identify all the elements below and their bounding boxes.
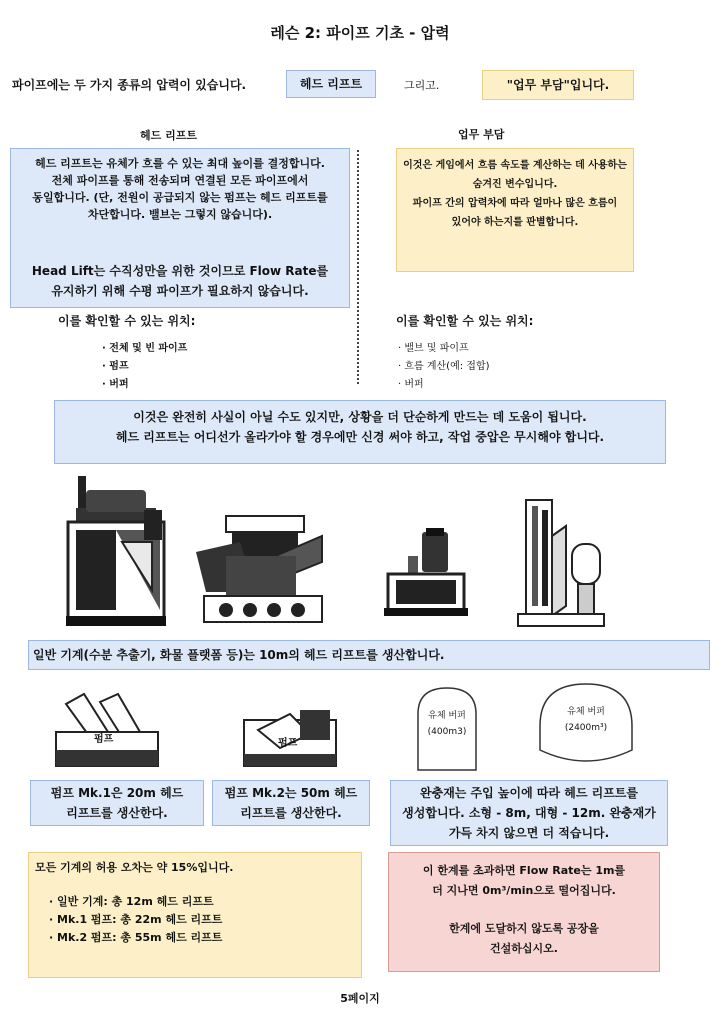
list-item: · 흐름 계산(예: 접합): [398, 361, 490, 372]
workload-term: "업무 부담"입니다.: [482, 70, 634, 100]
machines-caption: 일반 기계(수분 추출기, 화물 플랫폼 등)는 10m의 헤드 리프트를 생산합니다.: [33, 648, 445, 662]
head-lift-heading: 헤드 리프트: [140, 129, 197, 142]
head-lift-line-5: Head Lift는 수직성만을 위한 것이므로 Flow Rate를: [31, 264, 329, 278]
tolerance-heading: 모든 기계의 허용 오차는 약 15%입니다.: [35, 861, 234, 874]
buffer-line-2: 생성합니다. 소형 - 8m, 대형 - 12m. 완충재가: [402, 806, 656, 820]
small-buffer-text: [414, 708, 480, 740]
note-line-1: 이것은 완전히 사실이 아닐 수도 있지만, 상황을 더 단순하게 만드는 데 도움이 됩니다.: [133, 410, 587, 424]
refinery-icon: [512, 496, 608, 630]
head-lift-box: [10, 148, 350, 308]
pump-label-2: 펌프: [278, 738, 298, 749]
list-item: · 밸브 및 파이프: [398, 343, 469, 354]
head-lift-where-list: [102, 340, 187, 394]
list-item: · 버퍼: [102, 379, 129, 390]
warning-line-3: 한계에 도달하지 않도록 공장을: [449, 922, 599, 935]
large-buffer-capacity: (2400m³): [564, 723, 608, 733]
head-lift-line-2: 전체 파이프를 통해 전송되며 연결된 모든 파이프에서: [51, 174, 309, 187]
pump-mk2-line-2: 리프트를 생산한다.: [240, 806, 342, 820]
head-lift-line-4: 차단합니다. 밸브는 그렇지 않습니다).: [87, 208, 273, 221]
small-buffer-label: 유체 버퍼: [428, 711, 466, 721]
list-item: · Mk.2 펌프: 총 55m 헤드 리프트: [49, 931, 223, 944]
buffer-line-3: 가득 차지 않으면 더 적습니다.: [448, 826, 610, 840]
large-buffer-text: [536, 704, 636, 736]
workload-line-4: 있어야 하는지를 판별합니다.: [451, 217, 579, 228]
buffer-caption-box: [390, 780, 668, 846]
head-lift-where-label: 이를 확인할 수 있는 위치:: [58, 314, 196, 328]
and-text: 그리고.: [404, 79, 440, 92]
workload-box: [396, 148, 634, 272]
cargo-platform-icon: [196, 512, 326, 628]
page-number: 5페이지: [340, 992, 380, 1005]
note-box: [54, 400, 666, 464]
head-lift-line-1: 헤드 리프트는 유체가 흐를 수 있는 최대 높이를 결정합니다.: [35, 157, 325, 170]
pump-mk1-caption-box: [30, 780, 204, 826]
head-lift-line-6: 유지하기 위해 수평 파이프가 필요하지 않습니다.: [51, 284, 309, 298]
workload-line-1: 이것은 게임에서 흐름 속도를 계산하는 데 사용하는: [403, 160, 627, 171]
warning-box: [388, 852, 660, 972]
pump-label-1: 펌프: [94, 734, 114, 745]
water-extractor-icon: [62, 470, 172, 630]
pump-mk2-line-1: 펌프 Mk.2는 50m 헤드: [224, 786, 358, 800]
page-title: 레슨 2: 파이프 기초 - 압력: [270, 24, 450, 42]
warning-line-2: 더 지나면 0m³/min으로 떨어집니다.: [432, 884, 616, 897]
warning-line-1: 이 한계를 초과하면 Flow Rate는 1m를: [422, 864, 626, 877]
note-line-2: 헤드 리프트는 어디선가 올라가야 할 경우에만 신경 써야 하고, 작업 중압은 무시해야 합니다.: [115, 430, 605, 444]
pump-mk1-line-2: 리프트를 생산한다.: [66, 806, 168, 820]
column-divider: [357, 150, 359, 384]
workload-line-2: 숨겨진 변수입니다.: [472, 179, 558, 190]
machines-caption-box: [28, 640, 710, 670]
machine-icon: [382, 526, 470, 618]
small-buffer-capacity: (400m3): [427, 727, 467, 737]
pump-mk2-caption-box: [212, 780, 370, 826]
list-item: · Mk.1 펌프: 총 22m 헤드 리프트: [49, 913, 223, 926]
warning-line-4: 건설하십시오.: [490, 942, 558, 955]
workload-line-3: 파이프 간의 압력차에 따라 얼마나 많은 흐름이: [412, 198, 618, 209]
list-item: · 전체 및 빈 파이프: [102, 343, 188, 354]
workload-where-label: 이를 확인할 수 있는 위치:: [396, 314, 534, 328]
tolerance-box: [28, 852, 362, 978]
head-lift-term: 헤드 리프트: [286, 70, 376, 98]
list-item: · 일반 기계: 총 12m 헤드 리프트: [49, 895, 214, 908]
list-item: · 펌프: [102, 361, 129, 372]
buffer-line-1: 완충재는 주입 높이에 따라 헤드 리프트를: [420, 786, 638, 800]
large-buffer-label: 유체 버퍼: [567, 707, 605, 717]
list-item: · 버퍼: [398, 379, 424, 390]
workload-heading: 업무 부담: [458, 128, 505, 141]
head-lift-line-3: 동일합니다. (단, 전원이 공급되지 않는 펌프는 헤드 리프트를: [32, 191, 328, 204]
workload-where-list: [398, 340, 490, 394]
intro-text: 파이프에는 두 가지 종류의 압력이 있습니다.: [12, 78, 247, 92]
pump-mk1-line-1: 펌프 Mk.1은 20m 헤드: [50, 786, 184, 800]
